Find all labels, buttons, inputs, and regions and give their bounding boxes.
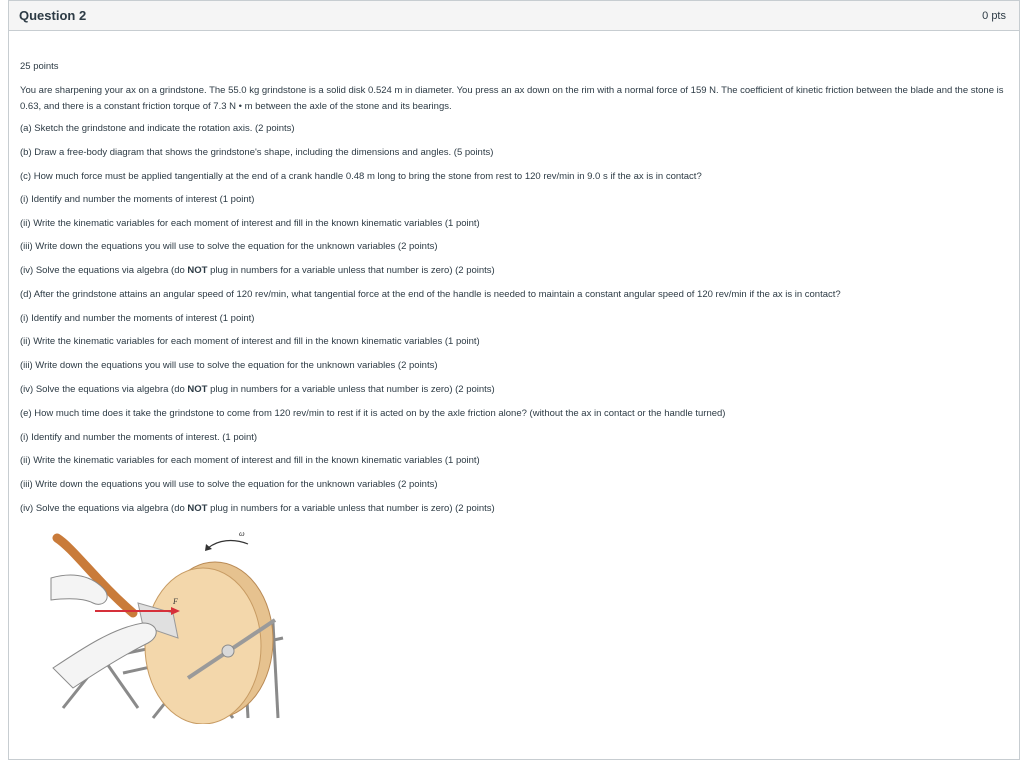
question-part-line: [20, 432, 257, 443]
part-text: (iv) Solve the equations via algebra (do: [20, 503, 188, 514]
question-part-line: [20, 123, 295, 134]
part-text: (iii) Write down the equations you will use to solve the equation for the unknown variables (2 points): [20, 360, 438, 371]
part-text-tail: plug in numbers for a variable unless that number is zero) (2 points): [207, 503, 495, 514]
part-text: (ii) Write the kinematic variables for each moment of interest and fill in the known kinematic variables (1 point): [20, 455, 480, 466]
question-points-badge: 0 pts: [982, 9, 1006, 22]
grindstone-figure: [43, 528, 293, 724]
omega-arrowhead: [205, 544, 212, 551]
question-part-line: [20, 360, 438, 371]
part-emphasis: NOT: [187, 384, 208, 395]
part-text: (c) How much force must be applied tangentially at the end of a crank handle 0.48 m long to bring the stone from rest to 120 rev/min in 9.0 s if the ax is in contact?: [20, 171, 702, 182]
question-part-line: [20, 336, 480, 347]
part-text: (iv) Solve the equations via algebra (do: [20, 265, 188, 276]
part-text: (e) How much time does it take the grindstone to come from 120 rev/min to rest if it is acted on by the axle friction alone? (without the ax in contact or the handle turned): [20, 408, 726, 419]
question-part-line: [20, 408, 725, 419]
question-part-line: [20, 194, 254, 205]
question-part-line: [20, 455, 480, 466]
axle-hub: [222, 645, 234, 657]
grindstone-illustration: [43, 528, 293, 724]
question-part-line: [20, 479, 438, 490]
question-header: [9, 1, 1019, 31]
omega-arrow: [208, 541, 248, 548]
part-emphasis: NOT: [187, 265, 208, 276]
question-part-line: [20, 384, 495, 395]
question-part-line: [20, 503, 495, 514]
part-text: (i) Identify and number the moments of interest (1 point): [20, 313, 255, 324]
question-part-line: [20, 218, 480, 229]
part-text: (b) Draw a free-body diagram that shows the grindstone's shape, including the dimensions and angles. (5 points): [20, 147, 494, 158]
question-intro: You are sharpening your ax on a grindstone. The 55.0 kg grindstone is a solid disk 0.524 m in diameter. You press an ax down on the rim with a normal force of 159 N. The coefficient of kinetic friction between the blade and the stone is 0.63, and there is a constant friction torque of 7.3 N • m between the axle of the stone and its bearings.: [20, 85, 1004, 112]
part-text-tail: plug in numbers for a variable unless that number is zero) (2 points): [207, 265, 495, 276]
part-text: (i) Identify and number the moments of interest. (1 point): [20, 432, 258, 443]
question-part-line: [20, 313, 254, 324]
question-card: [8, 0, 1020, 760]
part-text: (iii) Write down the equations you will use to solve the equation for the unknown variables (2 points): [20, 479, 438, 490]
part-text: (d) After the grindstone attains an angular speed of 120 rev/min, what tangential force at the end of the handle is needed to maintain a constant angular speed of 120 rev/min if the ax is in contact?: [20, 289, 841, 300]
question-part-line: [20, 147, 493, 158]
force-label: F: [173, 597, 178, 606]
question-title: Question 2: [19, 8, 87, 23]
omega-label: ω: [239, 529, 245, 538]
grindstone-face: [145, 568, 261, 724]
lower-hand: [53, 623, 156, 688]
question-part-line: [20, 171, 702, 182]
part-text: (ii) Write the kinematic variables for each moment of interest and fill in the known kinematic variables (1 point): [20, 218, 480, 229]
question-part-line: [20, 289, 841, 300]
part-text: (ii) Write the kinematic variables for each moment of interest and fill in the known kinematic variables (1 point): [20, 336, 480, 347]
part-text-tail: plug in numbers for a variable unless that number is zero) (2 points): [207, 384, 495, 395]
part-text: (iii) Write down the equations you will use to solve the equation for the unknown variables (2 points): [20, 241, 438, 252]
question-part-line: [20, 265, 495, 276]
part-text: (iv) Solve the equations via algebra (do: [20, 384, 188, 395]
question-part-line: [20, 241, 438, 252]
points-line: 25 points: [20, 61, 59, 72]
part-text: (i) Identify and number the moments of interest (1 point): [20, 194, 255, 205]
part-text: (a) Sketch the grindstone and indicate the rotation axis. (2 points): [20, 123, 295, 134]
part-emphasis: NOT: [187, 503, 208, 514]
